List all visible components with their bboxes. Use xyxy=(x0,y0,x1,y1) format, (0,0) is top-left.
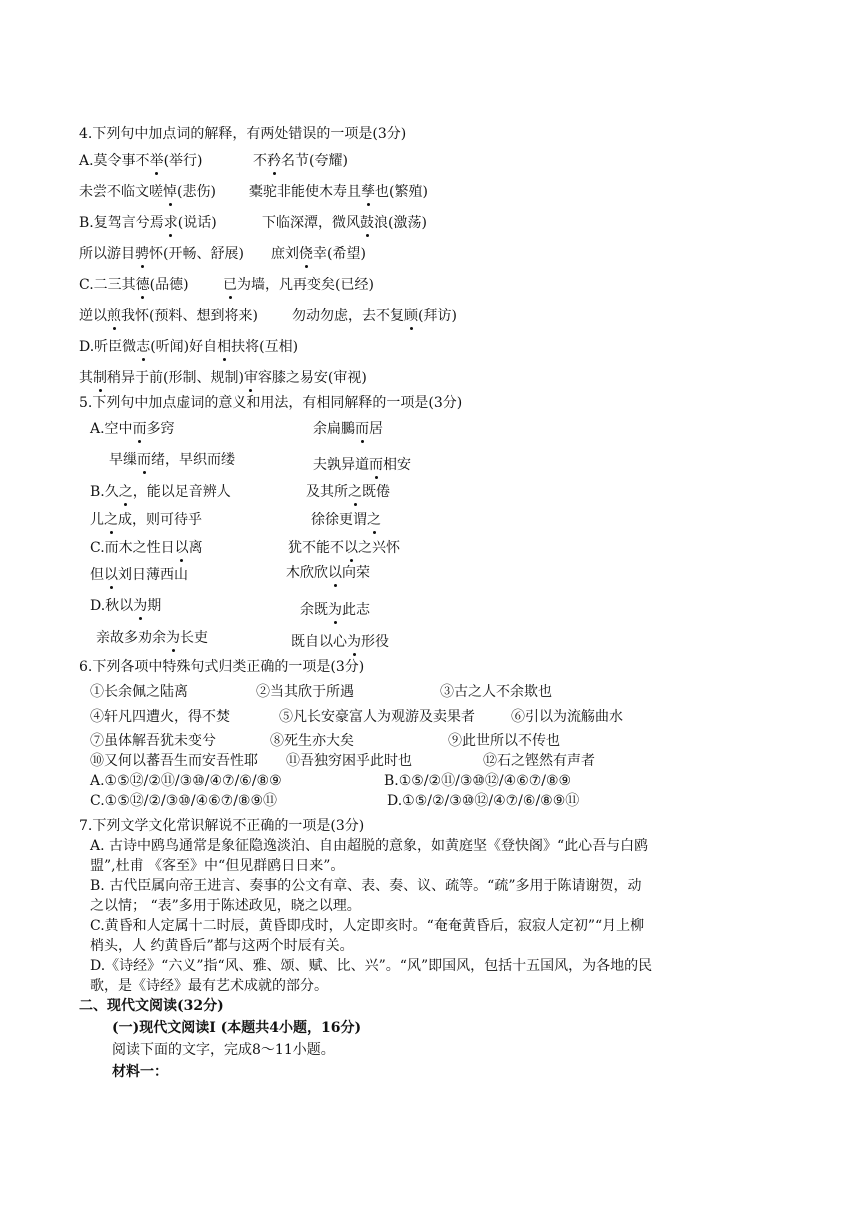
material-one-label: 材料一： xyxy=(112,1064,168,1080)
reading-instruction: 阅读下面的文字，完成8～11小题。 xyxy=(112,1042,335,1058)
q7-option-d-line2: 歌，是《诗经》最有艺术成就的部分。 xyxy=(90,978,328,994)
question-4-stem: 4.下列句中加点词的解释，有两处错误的一项是(3分) xyxy=(79,126,407,142)
q4-option-c-line2: 已为墙，凡再变矣(已经) xyxy=(223,277,374,293)
q5-option-d-line1: D.秋以为期 xyxy=(90,598,162,614)
q5-option-b-line3: 儿之成，则可待乎 xyxy=(90,512,202,528)
q6-choice-d: D.①⑤/②/③⑩⑫/④⑦/⑥/⑧⑨⑪ xyxy=(387,793,580,809)
q5-option-d-line4: 既自以心为形役 xyxy=(291,634,389,650)
q4-option-b-line3: 所以游目骋怀(开畅、舒展) xyxy=(79,246,244,262)
q6-item-5: ⑤凡长安豪富人为观游及卖果者 xyxy=(279,709,475,725)
q5-option-d-line2: 余既为此志 xyxy=(300,602,370,618)
q4-option-a-line2: 不矜名节(夸耀) xyxy=(253,153,348,169)
q5-option-a-line2: 余扁鵩而居 xyxy=(313,421,383,437)
q6-item-2: ②当其欣于所遇 xyxy=(256,684,354,700)
section-2-heading: 二、现代文阅读(32分) xyxy=(79,998,224,1014)
q4-option-b-line1: B.复驾言兮焉求(说话) xyxy=(79,215,217,231)
q6-choice-a: A.①⑤⑫/②⑪/③⑩/④⑦/⑥/⑧⑨ xyxy=(90,773,282,789)
question-5-stem: 5.下列句中加点虚词的意义和用法，有相同解释的一项是(3分) xyxy=(79,395,463,411)
q6-choice-b: B.①⑤/②⑪/③⑩⑫/④⑥⑦/⑧⑨ xyxy=(384,773,572,789)
q4-option-c-line1: C.二三其德(品德) xyxy=(79,277,189,293)
q6-item-6: ⑥引以为流觞曲水 xyxy=(511,709,623,725)
q4-option-b-line2: 下临深潭，微风鼓浪(激荡) xyxy=(262,215,427,231)
q6-choice-c: C.①⑤⑫/②/③⑩/④⑥⑦/⑧⑨⑪ xyxy=(90,793,278,809)
question-6-stem: 6.下列各项中特殊句式归类正确的一项是(3分) xyxy=(79,659,365,675)
q5-option-b-line4: 徐徐更谓之 xyxy=(311,512,381,528)
q6-item-9: ⑨此世所以不传也 xyxy=(448,733,560,749)
q5-option-c-line4: 木欣欣以向荣 xyxy=(286,565,370,581)
q6-item-1: ①长余佩之陆离 xyxy=(90,684,188,700)
q4-option-d-line1: D.听臣微志(听闻)好自相扶将(互相) xyxy=(79,339,299,355)
q5-option-c-line2: 犹不能不以之兴怀 xyxy=(288,540,400,556)
q5-option-a-line1: A.空中而多窍 xyxy=(90,421,175,437)
q7-option-d-line1: D.《诗经》“六义”指“风、雅、颂、赋、比、兴”。“风”即国风，包括十五国风，为各地的民 xyxy=(90,958,653,974)
q6-item-11: ⑪吾独穷困乎此时也 xyxy=(286,753,412,769)
q6-item-3: ③古之人不余欺也 xyxy=(440,684,552,700)
q7-option-b-line1: B. 古代臣属向帝王进言、奏事的公文有章、表、奏、议、疏等。“疏”多用于陈请谢贺，动 xyxy=(90,878,642,894)
q7-option-a-line1: A. 古诗中鸥鸟通常是象征隐逸淡泊、自由超脱的意象，如黄庭坚《登快阁》“此心吾与白鸥 xyxy=(90,838,649,854)
q5-option-d-line3: 亲故多劝余为长吏 xyxy=(96,630,208,646)
q5-option-c-line1: C.而木之性日以离 xyxy=(90,540,203,556)
q5-option-c-line3: 但以刘日薄西山 xyxy=(90,567,188,583)
q7-option-c-line1: C.黄昏和人定属十二时辰，黄昏即戌时，人定即亥时。“奄奄黄昏后，寂寂人定初”“月上柳 xyxy=(90,918,645,934)
q5-option-b-line1: B.久之，能以足音辨人 xyxy=(90,484,231,500)
q5-option-a-line4: 夫孰异道而相安 xyxy=(313,457,411,473)
q4-option-a-line4: 橐驼非能使木寿且孳也(繁殖) xyxy=(249,184,428,200)
q4-option-a-line3: 未尝不临文嗟悼(悲伤) xyxy=(79,184,216,200)
q5-option-a-line3: 早缫而绪，早织而缕 xyxy=(109,452,235,468)
q6-item-10: ⑩又何以蕃吾生而安吾性耶 xyxy=(90,753,258,769)
q6-item-12: ⑫石之铿然有声者 xyxy=(483,753,595,769)
q7-option-b-line2: 之以情； “表”多用于陈述政见，晓之以理。 xyxy=(90,898,361,914)
question-7-stem: 7.下列文学文化常识解说不正确的一项是(3分) xyxy=(79,818,365,834)
q4-option-c-line3: 逆以煎我怀(预料、想到将来) xyxy=(79,308,258,324)
q4-option-b-line4: 庶刘侥幸(希望) xyxy=(271,246,366,262)
q7-option-c-line2: 梢头，人 约黄昏后”都与这两个时辰有关。 xyxy=(90,938,354,954)
q6-item-8: ⑧死生亦大矣 xyxy=(270,733,354,749)
q5-option-b-line2: 及其所之既倦 xyxy=(306,484,390,500)
q7-option-a-line2: 盟”,杜甫 《客至》中“但见群鸥日日来”。 xyxy=(90,858,345,874)
q6-item-4: ④轩凡四遭火，得不焚 xyxy=(90,709,230,725)
q4-option-a-line1: A.莫令事不举(举行) xyxy=(79,153,203,169)
q4-option-c-line4: 勿动勿虑，去不复顾(拜访) xyxy=(292,308,457,324)
q4-option-d-line2: 其制稍异于前(形制、规制)审容膝之易安(审视) xyxy=(79,370,367,386)
section-2-subheading: (一)现代文阅读Ⅰ (本题共4小题，16分) xyxy=(112,1020,362,1036)
q6-item-7: ⑦虽体解吾犹未变兮 xyxy=(90,733,216,749)
